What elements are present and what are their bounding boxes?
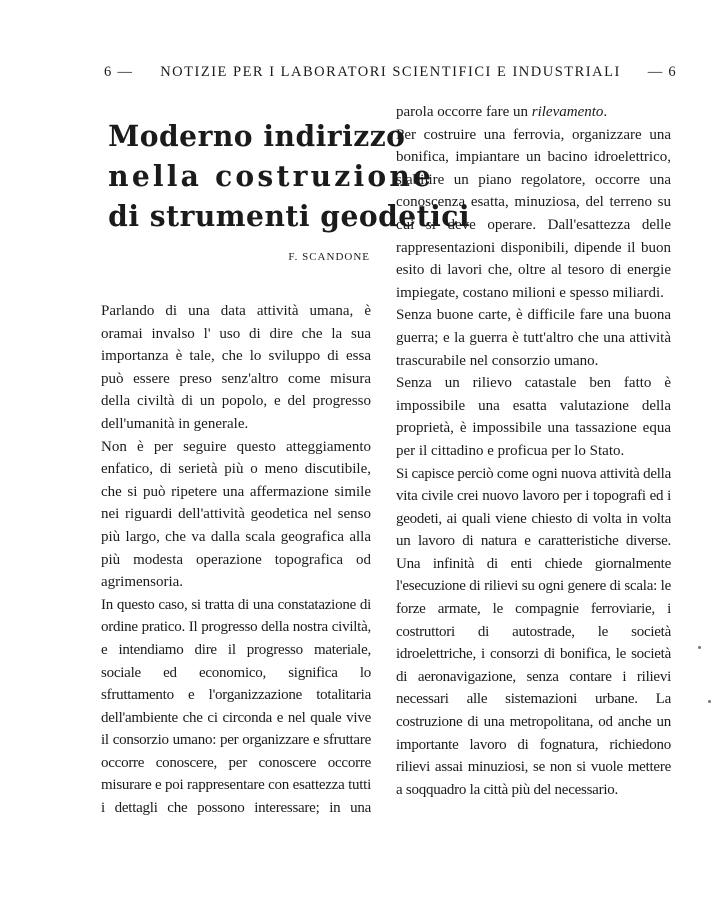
paragraph: Parlando di una data attività umana, è oramai invalso l' uso di dire che la sua importanza è tale, che lo sviluppo di essa può essere preso senz'altro come misura della civiltà di un popolo, e del progresso dell'umanità in generale. [101,303,371,432]
paragraph: Si capisce perciò come ogni nuova attività della vita civile crei nuovo lavoro per i topografi ed i geodeti, ai quali viene chiesto di volta in volta un lavoro di natura e caratteristiche diverse. Una infinità di enti chiede giornalmente l'esecuzione di rilievi su ogni genere di scala: le forze armate, le compagnie ferroviarie, i costruttori di autostrade, le società idroelettriche, i consorzi di bonifica, le società di aeronavigazione, senza contare i rilievi necessari alle sistemazioni urbane. La costruzione di una metropolitana, od anche un importante lavoro di fognatura, richiedono rilievi assai minuziosi, se non si vuole mettere a soqquadro la città più del necessario. [396,465,671,798]
paragraph: Per costruire una ferrovia, organizzare una bonifica, impiantare un bacino idroelettrico, stabilire un piano regolatore, occorre una conoscenza esatta, minuziosa, del terreno su cui si deve operare. Dall'esattezza delle rappresentazioni disponibili, dipende il buon esito di lavori che, oltre al tesoro di energie impiegate, costano milioni e spesso miliardi. [396,126,671,301]
running-title: NOTIZIE PER I LABORATORI SCIENTIFICI E INDUSTRIALI [160,64,621,80]
text-run: parola occorre fare un [396,104,532,120]
right-column [396,101,671,801]
paragraph: Senza un rilievo catastale ben fatto è impossibile una esatta valutazione della proprietà, è impossibile una tassazione equa per il cittadino e proficua per lo Stato. [396,375,671,459]
emphasis: rilevamento [531,104,604,120]
title-line-3: di strumenti geodetici [108,199,471,233]
print-speck [708,700,711,703]
print-speck [698,646,701,649]
page-number-right: — 6 [647,64,677,80]
text-run: . [603,104,608,120]
paragraph-continuation [396,101,671,124]
page-number-left: 6 — [104,64,134,80]
article-title [100,116,471,236]
title-line-2: nella costruzione [108,159,435,193]
article-author: F. SCANDONE [288,251,370,263]
left-column [101,300,371,820]
paragraph: Senza buone carte, è difficile fare una buona guerra; e la guerra è tutt'altro che una attività trascurabile nel consorzio umano. [396,307,671,369]
running-header [104,64,677,81]
paragraph: In questo caso, si tratta di una constatazione di ordine pratico. Il progresso della nostra civiltà, e intendiamo dire il progresso materiale, sociale ed economico, significa lo sfruttamento e l'organizzazione totalitaria dell'ambiente che ci circonda e nel quale vive il consorzio umano: per organizzare e sfruttare occorre conoscere, per conoscere occorre misurare e poi rappresentare con esattezza tutti i dettagli che possono interessare; in una [101,596,371,817]
title-line-1: Moderno indirizzo [108,119,406,153]
paragraph: Non è per seguire questo atteggiamento enfatico, di serietà più o meno discutibile, che si può ripetere una affermazione simile nei riguardi dell'attività geodetica nel senso più largo, che va dalla scala geografica alla più modesta operazione topografica od agrimensoria. [101,438,371,591]
